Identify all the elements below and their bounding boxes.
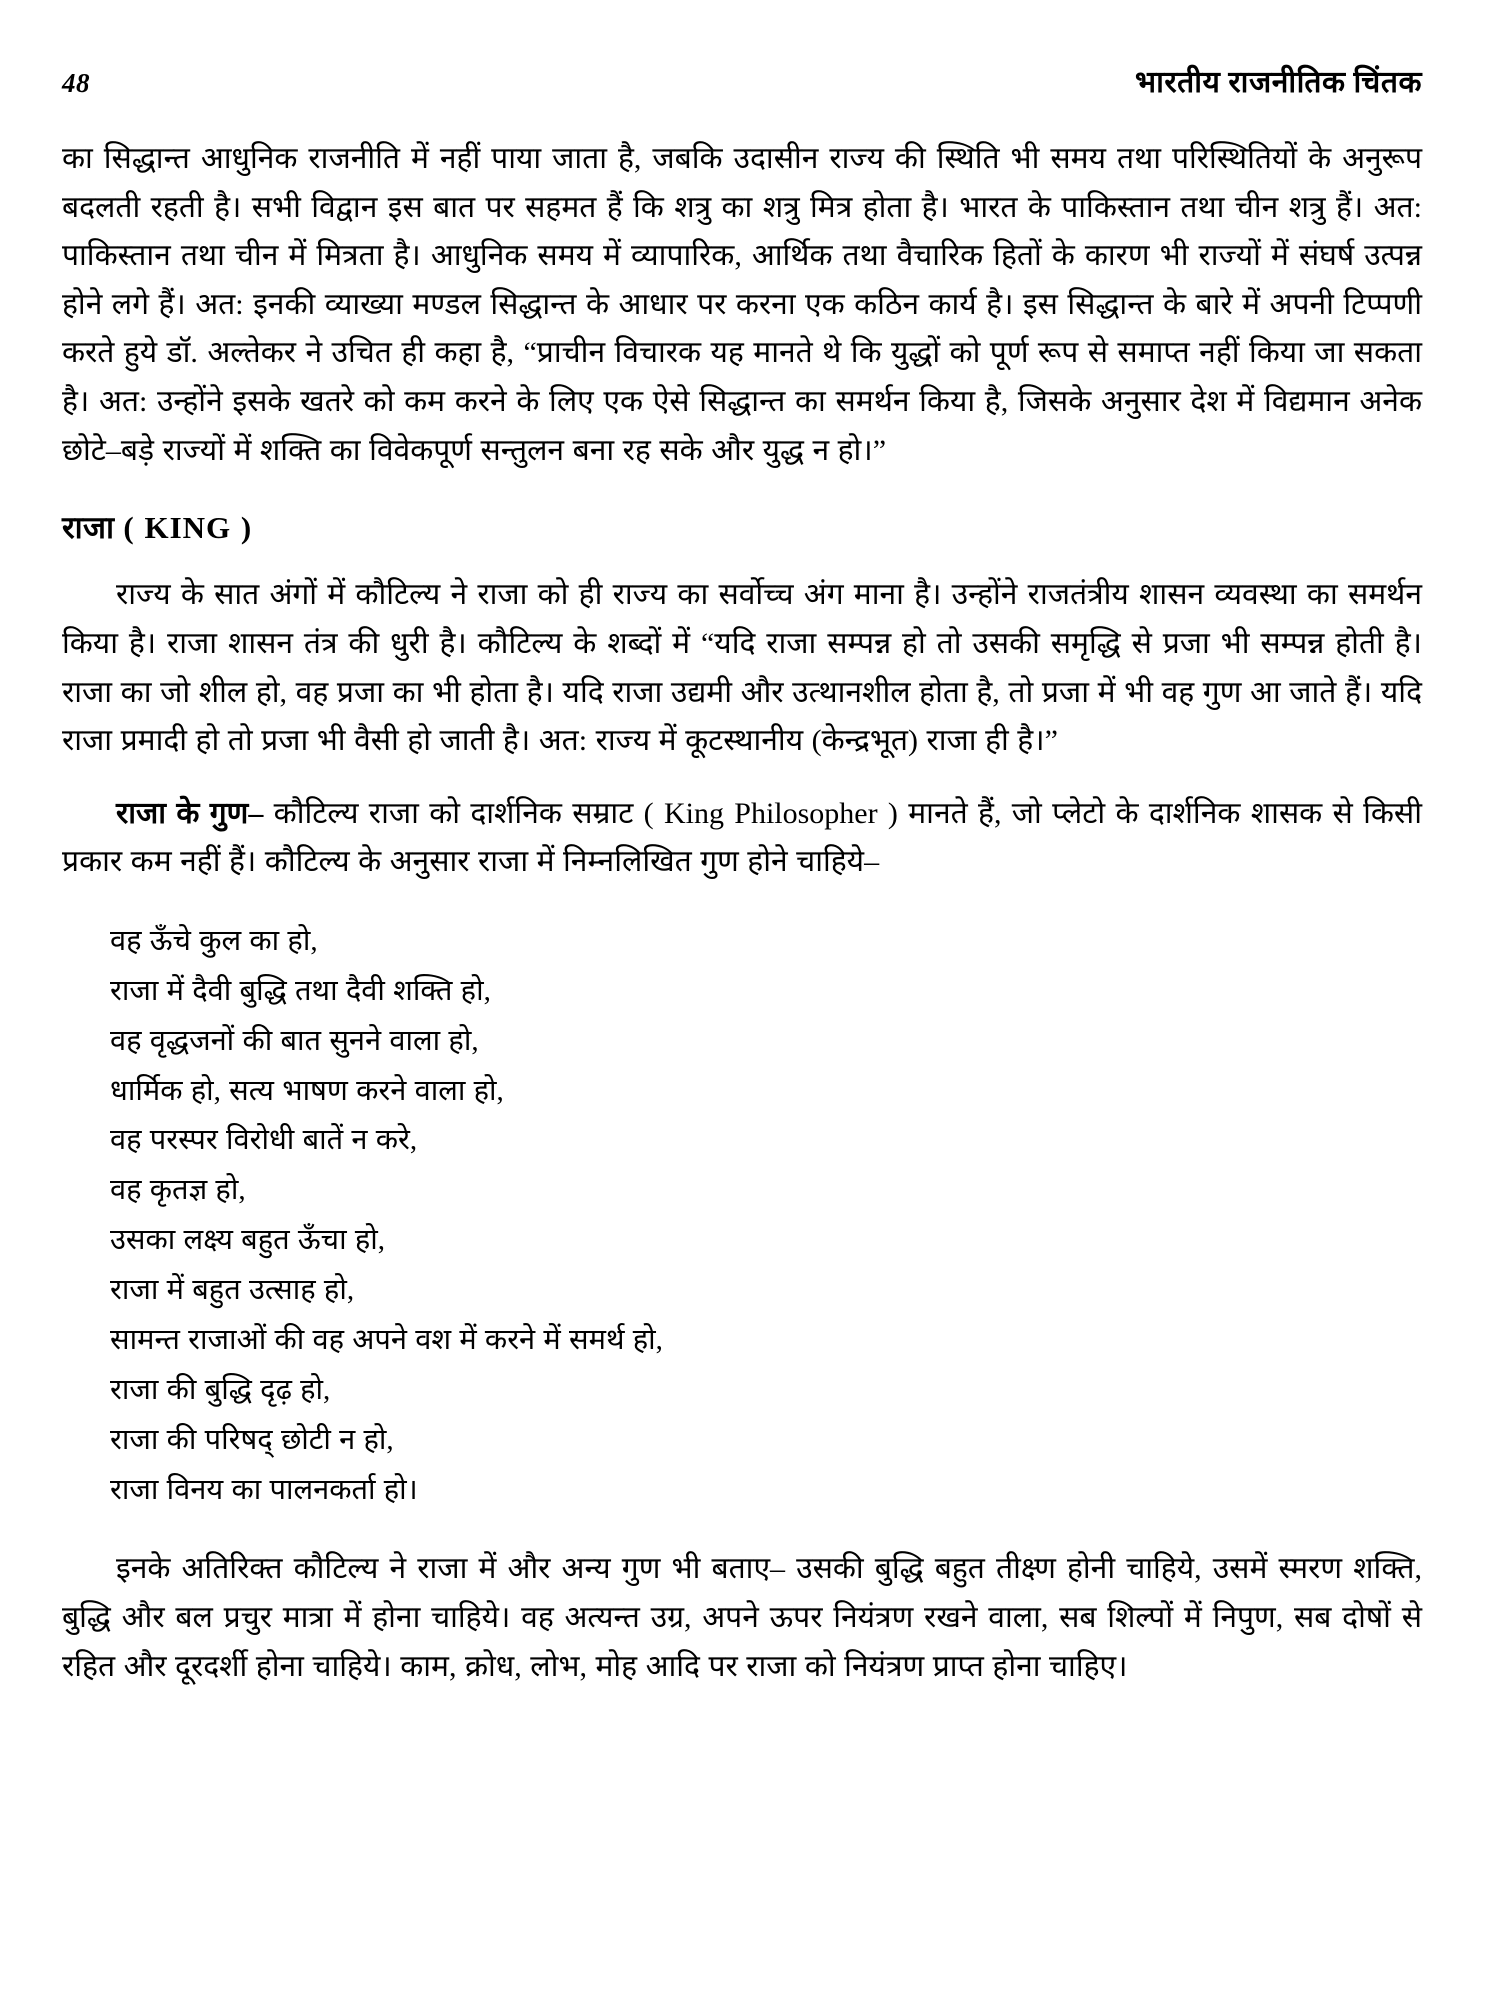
paragraph-lead-label: राजा के गुण– bbox=[116, 796, 264, 830]
list-item: राजा में बहुत उत्साह हो, bbox=[110, 1274, 355, 1307]
page-body bbox=[62, 135, 1422, 1691]
king-qualities-list bbox=[62, 917, 1422, 1516]
list-item: सामन्त राजाओं की वह अपने वश में करने में समर्थ हो, bbox=[110, 1323, 663, 1356]
list-item: उसका लक्ष्य बहुत ऊँचा हो, bbox=[110, 1224, 386, 1257]
page-header bbox=[62, 60, 1422, 101]
running-title: भारतीय राजनीतिक चिंतक bbox=[1135, 66, 1422, 99]
list-item: धार्मिक हो, सत्य भाषण करने वाला हो, bbox=[110, 1074, 504, 1107]
section-heading-english: ( KING ) bbox=[123, 510, 253, 546]
section-heading-king bbox=[62, 503, 1422, 553]
paragraph-continuation: का सिद्धान्त आधुनिक राजनीति में नहीं पाया जाता है, जबकि उदासीन राज्य की स्थिति भी समय तथा परिस्थितियों के अनुरूप बदलती रहती है। सभी विद्वान इस बात पर सहमत हैं कि शत्रु का शत्रु मित्र होता है। भारत के पाकिस्तान तथा चीन शत्रु हैं। अत: पाकिस्तान तथा चीन में मित्रता है। आधुनिक समय में व्यापारिक, आर्थिक तथा वैचारिक हितों के कारण भी राज्यों में संघर्ष उत्पन्न होने लगे हैं। अत: इनकी व्याख्या मण्डल सिद्धान्त के आधार पर करना एक कठिन कार्य है। इस सिद्धान्त के बारे में अपनी टिप्पणी करते हुये डॉ. अल्तेकर ने उचित ही कहा है, “प्राचीन विचारक यह मानते थे कि युद्धों को पूर्ण रूप से समाप्त नहीं किया जा सकता है। अत: उन्होंने इसके खतरे को कम करने के लिए एक ऐसे सिद्धान्त का समर्थन किया है, जिसके अनुसार देश में विद्यमान अनेक छोटे–बड़े राज्यों में शक्ति का विवेकपूर्ण सन्तुलन बना रह सके और युद्ध न हो।” bbox=[62, 142, 1422, 467]
list-item: राजा विनय का पालनकर्ता हो। bbox=[110, 1473, 418, 1506]
section-heading-hindi: राजा bbox=[62, 510, 115, 546]
list-item: वह कृतज्ञ हो, bbox=[110, 1174, 246, 1207]
paragraph-spacer bbox=[62, 776, 1422, 790]
list-item: राजा में दैवी बुद्धि तथा दैवी शक्ति हो, bbox=[110, 974, 491, 1007]
list-item: राजा की बुद्धि दृढ़ हो, bbox=[110, 1373, 331, 1406]
list-item: वह वृद्धजनों की बात सुनने वाला हो, bbox=[110, 1024, 479, 1057]
paragraph-lead-rest: कौटिल्य राजा को दार्शनिक सम्राट ( King Philosopher ) मानते हैं, जो प्लेटो के दार्शनिक शासक से किसी प्रकार कम नहीं हैं। कौटिल्य के अनुसार राजा में निम्नलिखित गुण होने चाहिये– bbox=[62, 796, 1422, 879]
page-number: 48 bbox=[62, 68, 90, 98]
list-item: राजा की परिषद् छोटी न हो, bbox=[110, 1423, 394, 1456]
paragraph-king-qualities-intro bbox=[62, 790, 1422, 887]
list-item: वह ऊँचे कुल का हो, bbox=[110, 924, 318, 957]
paragraph-king-intro: राज्य के सात अंगों में कौटिल्य ने राजा को ही राज्य का सर्वोच्च अंग माना है। उन्होंने राजतंत्रीय शासन व्यवस्था का समर्थन किया है। राजा शासन तंत्र की धुरी है। कौटिल्य के शब्दों में “यदि राजा सम्पन्न हो तो उसकी समृद्धि से प्रजा भी सम्पन्न होती है। राजा का जो शील हो, वह प्रजा का भी होता है। यदि राजा उद्यमी और उत्थानशील होता है, तो प्रजा में भी वह गुण आ जाते हैं। यदि राजा प्रमादी हो तो प्रजा भी वैसी हो जाती है। अत: राज्य में कूटस्थानीय (केन्द्रभूत) राजा ही है।” bbox=[62, 578, 1422, 758]
list-item: वह परस्पर विरोधी बातें न करे, bbox=[110, 1124, 418, 1157]
paragraph-additional-qualities: इनके अतिरिक्त कौटिल्य ने राजा में और अन्य गुण भी बताए– उसकी बुद्धि बहुत तीक्ष्ण होनी चाहिये, उसमें स्मरण शक्ति, बुद्धि और बल प्रचुर मात्रा में होना चाहिये। वह अत्यन्त उग्र, अपने ऊपर नियंत्रण रखने वाला, सब शिल्पों में निपुण, सब दोषों से रहित और दूरदर्शी होना चाहिये। काम, क्रोध, लोभ, मोह आदि पर राजा को नियंत्रण प्राप्त होना चाहिए। bbox=[62, 1552, 1422, 1683]
